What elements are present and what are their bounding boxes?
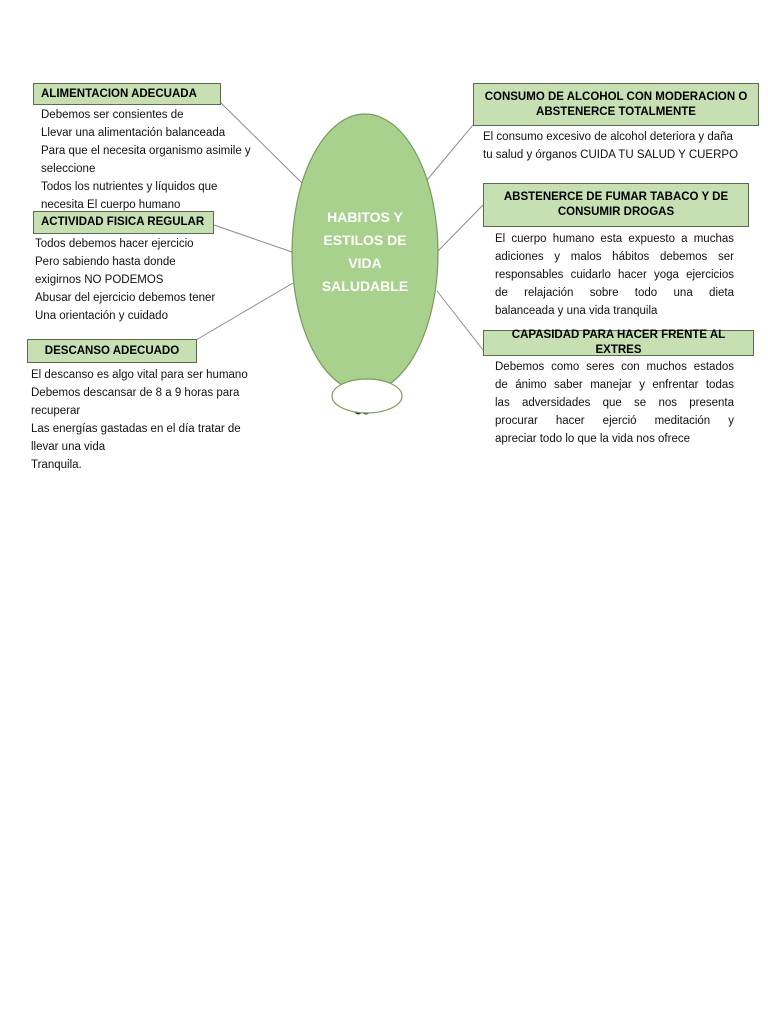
- topic-alcohol-title: [473, 83, 759, 126]
- text-line: necesita El cuerpo humano: [41, 199, 181, 211]
- text-line: tu salud y órganos CUIDA TU SALUD Y CUERPO: [483, 149, 739, 161]
- text-line: exigirnos NO PODEMOS: [35, 274, 164, 286]
- text-line: El descanso es algo vital para ser humano: [31, 369, 248, 381]
- connector-estres: [437, 291, 483, 350]
- text-line: El cuerpo humano esta expuesto a muchas: [495, 233, 734, 245]
- title-line: ABSTENERCE TOTALMENTE: [536, 105, 696, 118]
- text-line: balanceada y una vida tranquila: [495, 305, 658, 317]
- text-line: Una orientación y cuidado: [35, 310, 168, 322]
- center-title-line: HABITOS Y: [327, 209, 403, 225]
- center-title-line: VIDA: [348, 255, 382, 271]
- title-line: CONSUMIR DROGAS: [557, 206, 675, 218]
- text-line: Debemos como seres con muchos estados: [495, 361, 734, 373]
- small-oval: [332, 379, 402, 413]
- text-line: Pero sabiendo hasta donde: [35, 256, 176, 268]
- text-line: El consumo excesivo de alcohol deteriora y daña: [483, 131, 733, 143]
- topic-descanso-text: [31, 366, 271, 474]
- topic-tabaco-title: [483, 183, 749, 227]
- text-line: Debemos descansar de 8 a 9 horas para: [31, 387, 240, 399]
- text-line: Todos debemos hacer ejercicio: [35, 238, 194, 250]
- text-line: Para que el necesita organismo asimile y: [41, 145, 251, 157]
- topic-estres-title: CAPASIDAD PARA HACER FRENTE AL EXTRES: [483, 330, 754, 356]
- topic-tabaco-text: [495, 230, 734, 320]
- text-line: Tranquila.: [31, 459, 82, 471]
- text-line: las adversidades que se nos presenta: [495, 397, 734, 409]
- text-line: adiciones y malos hábitos debemos ser: [495, 251, 734, 263]
- topic-alcohol-text: [483, 128, 758, 164]
- title-line: CONSUMO DE ALCOHOL CON MODERACION O: [484, 90, 748, 103]
- text-line: seleccione: [41, 163, 96, 175]
- text-line: llevar una vida: [31, 441, 106, 453]
- text-line: Debemos ser consientes de: [41, 109, 184, 121]
- title-line: ABSTENERCE DE FUMAR TABACO Y DE: [503, 191, 729, 203]
- connector-tabaco: [438, 205, 483, 251]
- connector-alcohol: [427, 125, 473, 180]
- topic-actividad-text: [35, 235, 265, 325]
- text-line: apreciar todo lo que la vida nos ofrece: [495, 433, 690, 445]
- text-line: Las energías gastadas en el día tratar de: [31, 423, 241, 435]
- text-line: Todos los nutrientes y líquidos que: [41, 181, 218, 193]
- topic-alimentacion-title: ALIMENTACION ADECUADA: [33, 83, 221, 105]
- text-line: de ánimo saber manejar y enfrentar todas: [495, 379, 734, 391]
- text-line: responsables cuidarlo hacer yoga ejercicios: [495, 269, 734, 281]
- center-title: [295, 206, 435, 298]
- topic-descanso-title: DESCANSO ADECUADO: [27, 339, 197, 363]
- text-line: Abusar del ejercicio debemos tener: [35, 292, 216, 304]
- topic-estres-text: [495, 358, 734, 448]
- topic-actividad-title: ACTIVIDAD FISICA REGULAR: [33, 211, 214, 234]
- text-line: de relajación sobre todo una dieta: [495, 287, 734, 299]
- text-line: recuperar: [31, 405, 81, 417]
- center-title-line: ESTILOS DE: [323, 232, 407, 248]
- topic-alimentacion-text: [41, 106, 271, 214]
- text-line: Llevar una alimentación balanceada: [41, 127, 226, 139]
- text-line: procurar hacer ejerció meditación y: [495, 415, 734, 427]
- center-title-line: SALUDABLE: [321, 278, 409, 294]
